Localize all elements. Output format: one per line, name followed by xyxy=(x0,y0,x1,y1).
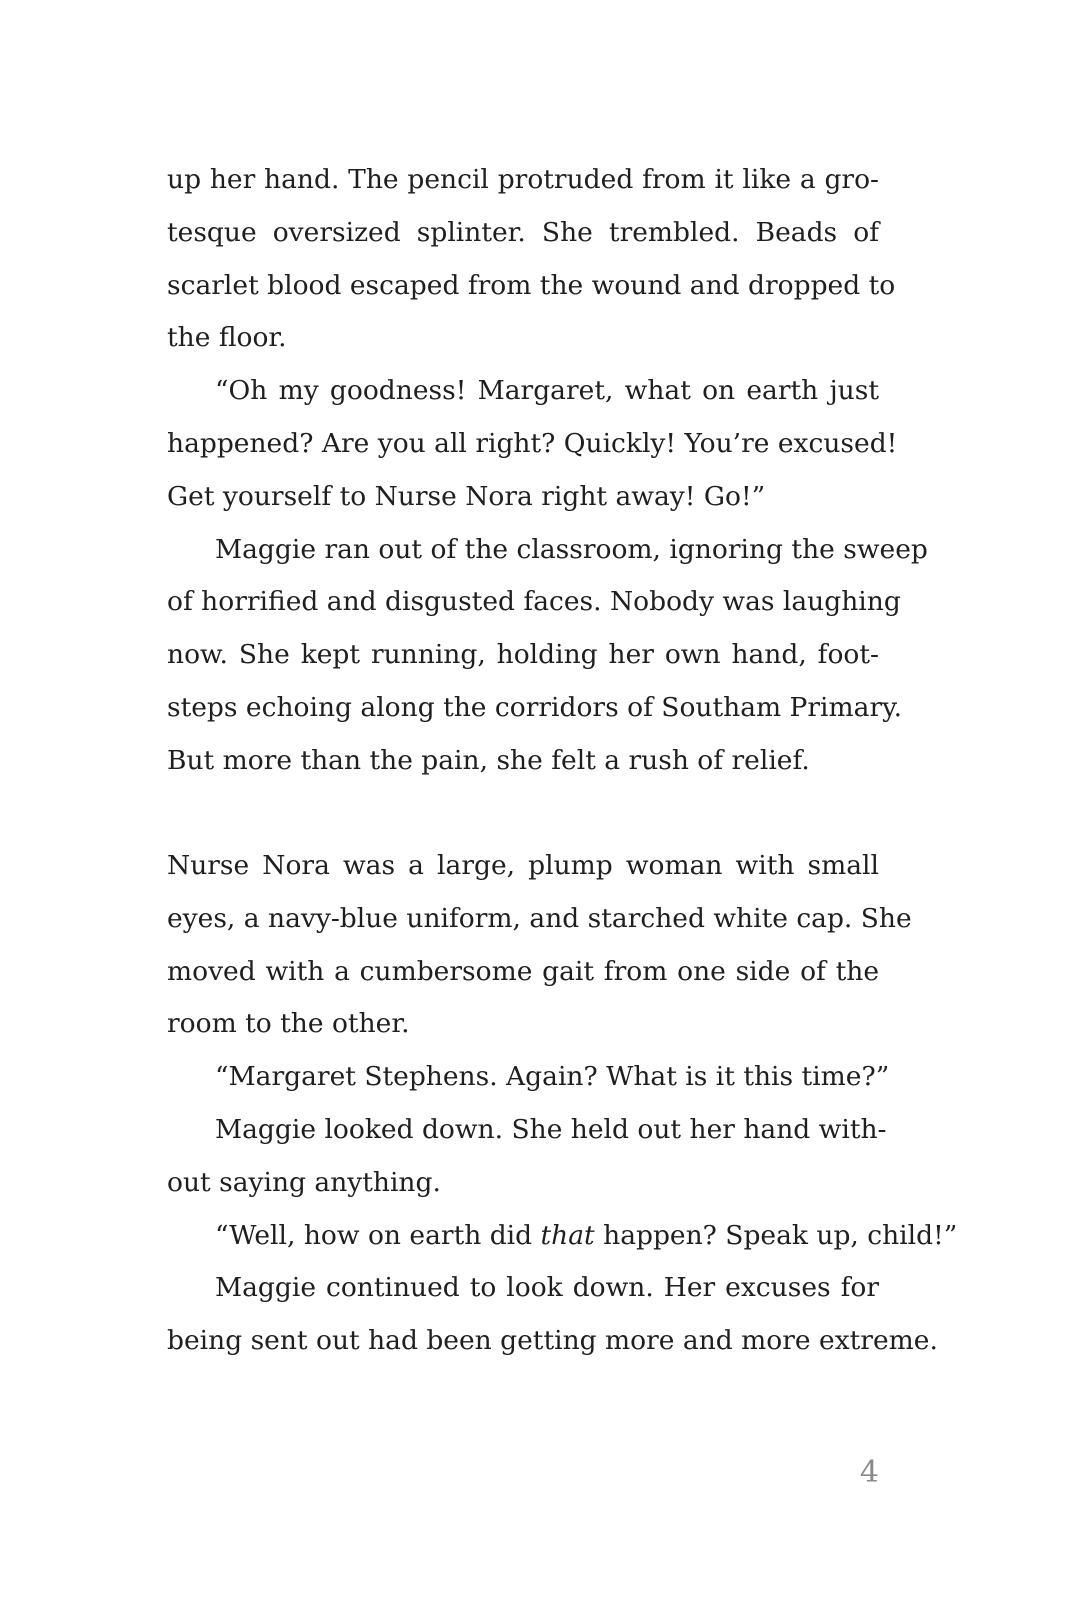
text-line: “Margaret Stephens. Again? What is it this time?” xyxy=(215,1061,890,1093)
text-line: up her hand. The pencil protruded from it like a gro- xyxy=(167,164,879,195)
text-section-1 xyxy=(167,154,928,788)
text-line: being sent out had been getting more and more extreme. xyxy=(167,1325,938,1357)
text-line: Nurse Nora was a large, plump woman with small xyxy=(167,850,879,881)
text-line: scarlet blood escaped from the wound and dropped to xyxy=(167,269,896,301)
text-line-with-italic xyxy=(167,1210,958,1263)
text-line: of horrified and disgusted faces. Nobody was laughing xyxy=(167,586,901,618)
text-line: tesque oversized splinter. She trembled. Beads of xyxy=(167,216,879,248)
text-line: steps echoing along the corridors of Southam Primary. xyxy=(167,691,902,723)
page-number: 4 xyxy=(859,1455,879,1490)
text-line: now. She kept running, holding her own hand, foot- xyxy=(167,639,879,671)
text-line: happened? Are you all right? Quickly! You’re excused! xyxy=(167,427,898,459)
text-line: Maggie continued to look down. Her excuses for xyxy=(215,1272,879,1304)
italic-emphasis: that xyxy=(540,1219,595,1251)
text-line: Get yourself to Nurse Nora right away! Go!” xyxy=(167,480,766,512)
text-line: “Oh my goodness! Margaret, what on earth just xyxy=(215,375,879,407)
text-line: But more than the pain, she felt a rush of relief. xyxy=(167,744,810,776)
text-section-2 xyxy=(167,840,958,1368)
text-run: happen? Speak up, child!” xyxy=(594,1219,958,1251)
text-line: the floor. xyxy=(167,322,287,354)
text-line: Maggie looked down. She held out her hand with- xyxy=(215,1113,887,1145)
text-line: room to the other. xyxy=(167,1008,410,1040)
text-line: eyes, a navy-blue uniform, and starched white cap. She xyxy=(167,902,912,934)
text-run: “Well, how on earth did xyxy=(215,1219,541,1251)
text-line: moved with a cumbersome gait from one side of the xyxy=(167,955,879,987)
text-line: out saying anything. xyxy=(167,1166,441,1198)
text-line: Maggie ran out of the classroom, ignoring the sweep xyxy=(215,533,928,565)
